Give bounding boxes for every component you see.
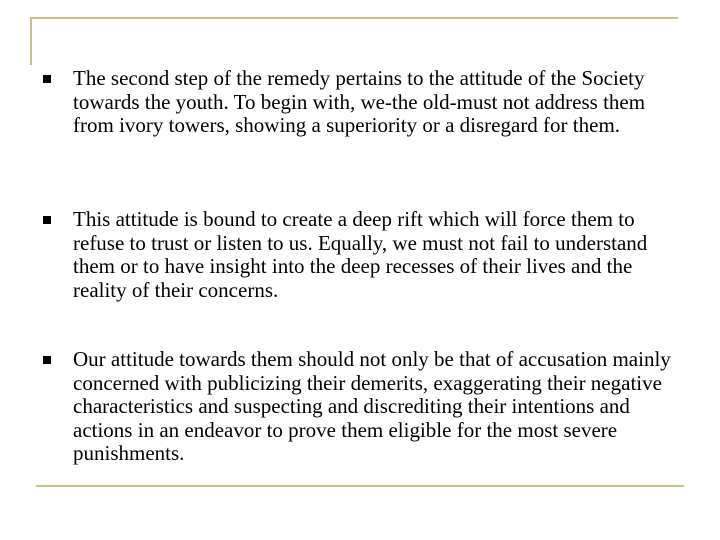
bottom-rule [36,485,684,487]
square-bullet-icon [43,356,51,364]
bullet-text: This attitude is bound to create a deep rift which will force them to refuse to trust or listen to us. Equally, we must not fail to understand them or to have insight into the deep recesses of their lives and the reality of their concerns. [73,207,648,302]
bullet-text: Our attitude towards them should not only be that of accusation mainly concerned with publicizing their demerits, exaggerating their negative characteristics and suspecting and discrediting their intentions and actions in an endeavor to prove them eligible for the most severe punishments. [73,347,671,465]
square-bullet-icon [43,75,51,83]
bullet-text: The second step of the remedy pertains to the attitude of the Society towards the youth. To begin with, we-the old-must not address them from ivory towers, showing a superiority or a disregard for them. [73,66,646,137]
square-bullet-icon [43,216,51,224]
